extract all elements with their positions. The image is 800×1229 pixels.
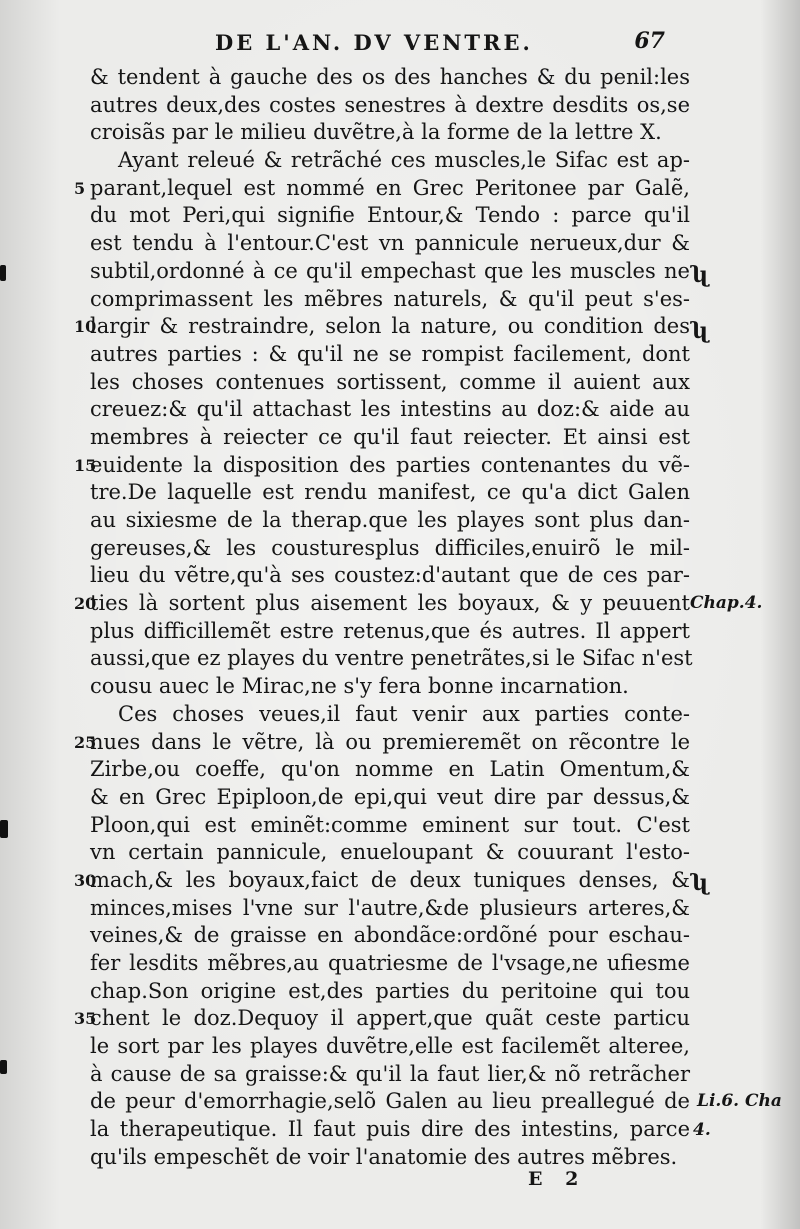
text-line-numbered (74, 1005, 690, 1033)
line-number: 30 (74, 870, 97, 890)
line-number: 20 (74, 594, 97, 614)
text-line: minces,mises l'vne sur l'autre,&de plusieurs arteres,& (90, 895, 690, 920)
marginal-note-reference: Li.6. Cha (697, 1091, 782, 1111)
text-line: ties là sortent plus aisement les boyaux, & y peuuent (90, 591, 690, 616)
marginal-note-chapter: Chap.4. (690, 593, 763, 613)
text-line-numbered (74, 729, 690, 757)
left-edge-mark (0, 1060, 7, 1074)
page-number: 67 (634, 28, 665, 54)
text-line: nues dans le vẽtre, là ou premieremẽt on rẽcontre le (90, 729, 690, 754)
body-text (74, 64, 693, 1172)
text-line: vn certain pannicule, enueloupant & couurant l'esto- (90, 840, 690, 865)
text-line: est tendu à l'entour.C'est vn pannicule nerueux,dur & (90, 231, 690, 256)
marginal-note-number: 4. (693, 1120, 711, 1140)
text-line: Ayant releué & retrãché ces muscles,le Sifac est ap- (118, 148, 690, 173)
text-line: tre.De laquelle est rendu manifest, ce qu'a dict Galen (90, 480, 690, 505)
text-line: euidente la disposition des parties contenantes du vẽ- (90, 452, 690, 477)
text-line: la therapeutique. Il faut puis dire des intestins, parce (90, 1117, 690, 1142)
text-line: membres à reiecter ce qu'il faut reiecter. Et ainsi est (90, 424, 690, 449)
text-line: chent le doz.Dequoy il appert,que quãt ceste particu (90, 1006, 690, 1031)
text-line: & en Grec Epiploon,de epi,qui veut dire par dessus,& (90, 784, 690, 809)
text-line: à cause de sa graisse:& qu'il la faut lier,& nõ retrãcher (90, 1061, 690, 1086)
line-number: 35 (74, 1009, 97, 1029)
text-line: plus difficillemẽt estre retenus,que és autres. Il appert (90, 618, 690, 643)
text-line: gereuses,& les cousturesplus difficiles,enuirõ le mil- (90, 535, 690, 560)
line-number: 15 (74, 455, 97, 475)
line-number: 25 (74, 732, 97, 752)
text-line: mach,& les boyaux,faict de deux tuniques denses, & (90, 867, 690, 892)
text-line: le sort par les playes duvẽtre,elle est facilemẽt alteree, (90, 1034, 690, 1059)
marginal-pointer-mark: ʯ (692, 262, 708, 288)
running-head: DE L'AN. DV VENTRE. (215, 30, 533, 55)
text-line: croisãs par le milieu duvẽtre,à la forme de la lettre X. (90, 120, 662, 145)
text-line: comprimassent les mẽbres naturels, & qu'il peut s'es- (90, 286, 690, 311)
text-line-numbered (74, 175, 690, 203)
text-line-numbered (74, 452, 690, 480)
text-line: veines,& de graisse en abondãce:ordõné pour eschau- (90, 923, 690, 948)
text-line: aussi,que ez playes du ventre penetrãtes,si le Sifac n'est (90, 646, 693, 671)
text-line: autres parties : & qu'il ne se rompist facilement, dont (90, 341, 690, 366)
line-number: 5 (74, 178, 86, 198)
signature-mark: E 2 (528, 1168, 587, 1190)
left-edge-mark (0, 820, 8, 838)
text-line: qu'ils empeschẽt de voir l'anatomie des autres mẽbres. (90, 1144, 678, 1169)
marginal-pointer-mark: ʯ (692, 318, 708, 344)
text-line-numbered (74, 590, 690, 618)
text-line: parant,lequel est nommé en Grec Peritonee par Galẽ, (90, 175, 690, 200)
text-line: Ploon,qui est eminẽt:comme eminent sur tout. C'est (90, 812, 690, 837)
text-line: les choses contenues sortissent, comme il auient aux (90, 369, 690, 394)
text-line-numbered (74, 867, 690, 895)
text-line: largir & restraindre, selon la nature, ou condition des (90, 314, 690, 339)
text-line: lieu du vẽtre,qu'à ses coustez:d'autant que de ces par- (90, 563, 690, 588)
text-line: subtil,ordonné à ce qu'il empechast que les muscles ne (90, 258, 690, 283)
text-line: chap.Son origine est,des parties du peritoine qui tou (90, 978, 690, 1003)
line-number: 10 (74, 317, 97, 337)
text-line: Ces choses veues,il faut venir aux parties conte- (118, 701, 690, 726)
marginal-pointer-mark: ʯ (692, 870, 708, 896)
text-line: creuez:& qu'il attachast les intestins au doz:& aide au (90, 397, 690, 422)
text-line: cousu auec le Mirac,ne s'y fera bonne incarnation. (90, 674, 629, 699)
text-line: fer lesdits mẽbres,au quatriesme de l'vsage,ne ufiesme (90, 951, 690, 975)
text-line: autres deux,des costes senestres à dextre desdits os,se (90, 92, 690, 117)
text-line: & tendent à gauche des os des hanches & du penil:les (90, 65, 690, 89)
text-line: de peur d'emorrhagie,selõ Galen au lieu preallegué de (90, 1089, 690, 1114)
text-line: au sixiesme de la therap.que les playes sont plus dan- (90, 508, 690, 532)
text-line: Zirbe,ou coeffe, qu'on nomme en Latin Omentum,& (90, 757, 690, 782)
text-line-numbered (74, 313, 690, 341)
text-line: du mot Peri,qui signifie Entour,& Tendo : parce qu'il (90, 203, 690, 228)
page-header (215, 30, 665, 58)
left-edge-mark (0, 265, 6, 281)
